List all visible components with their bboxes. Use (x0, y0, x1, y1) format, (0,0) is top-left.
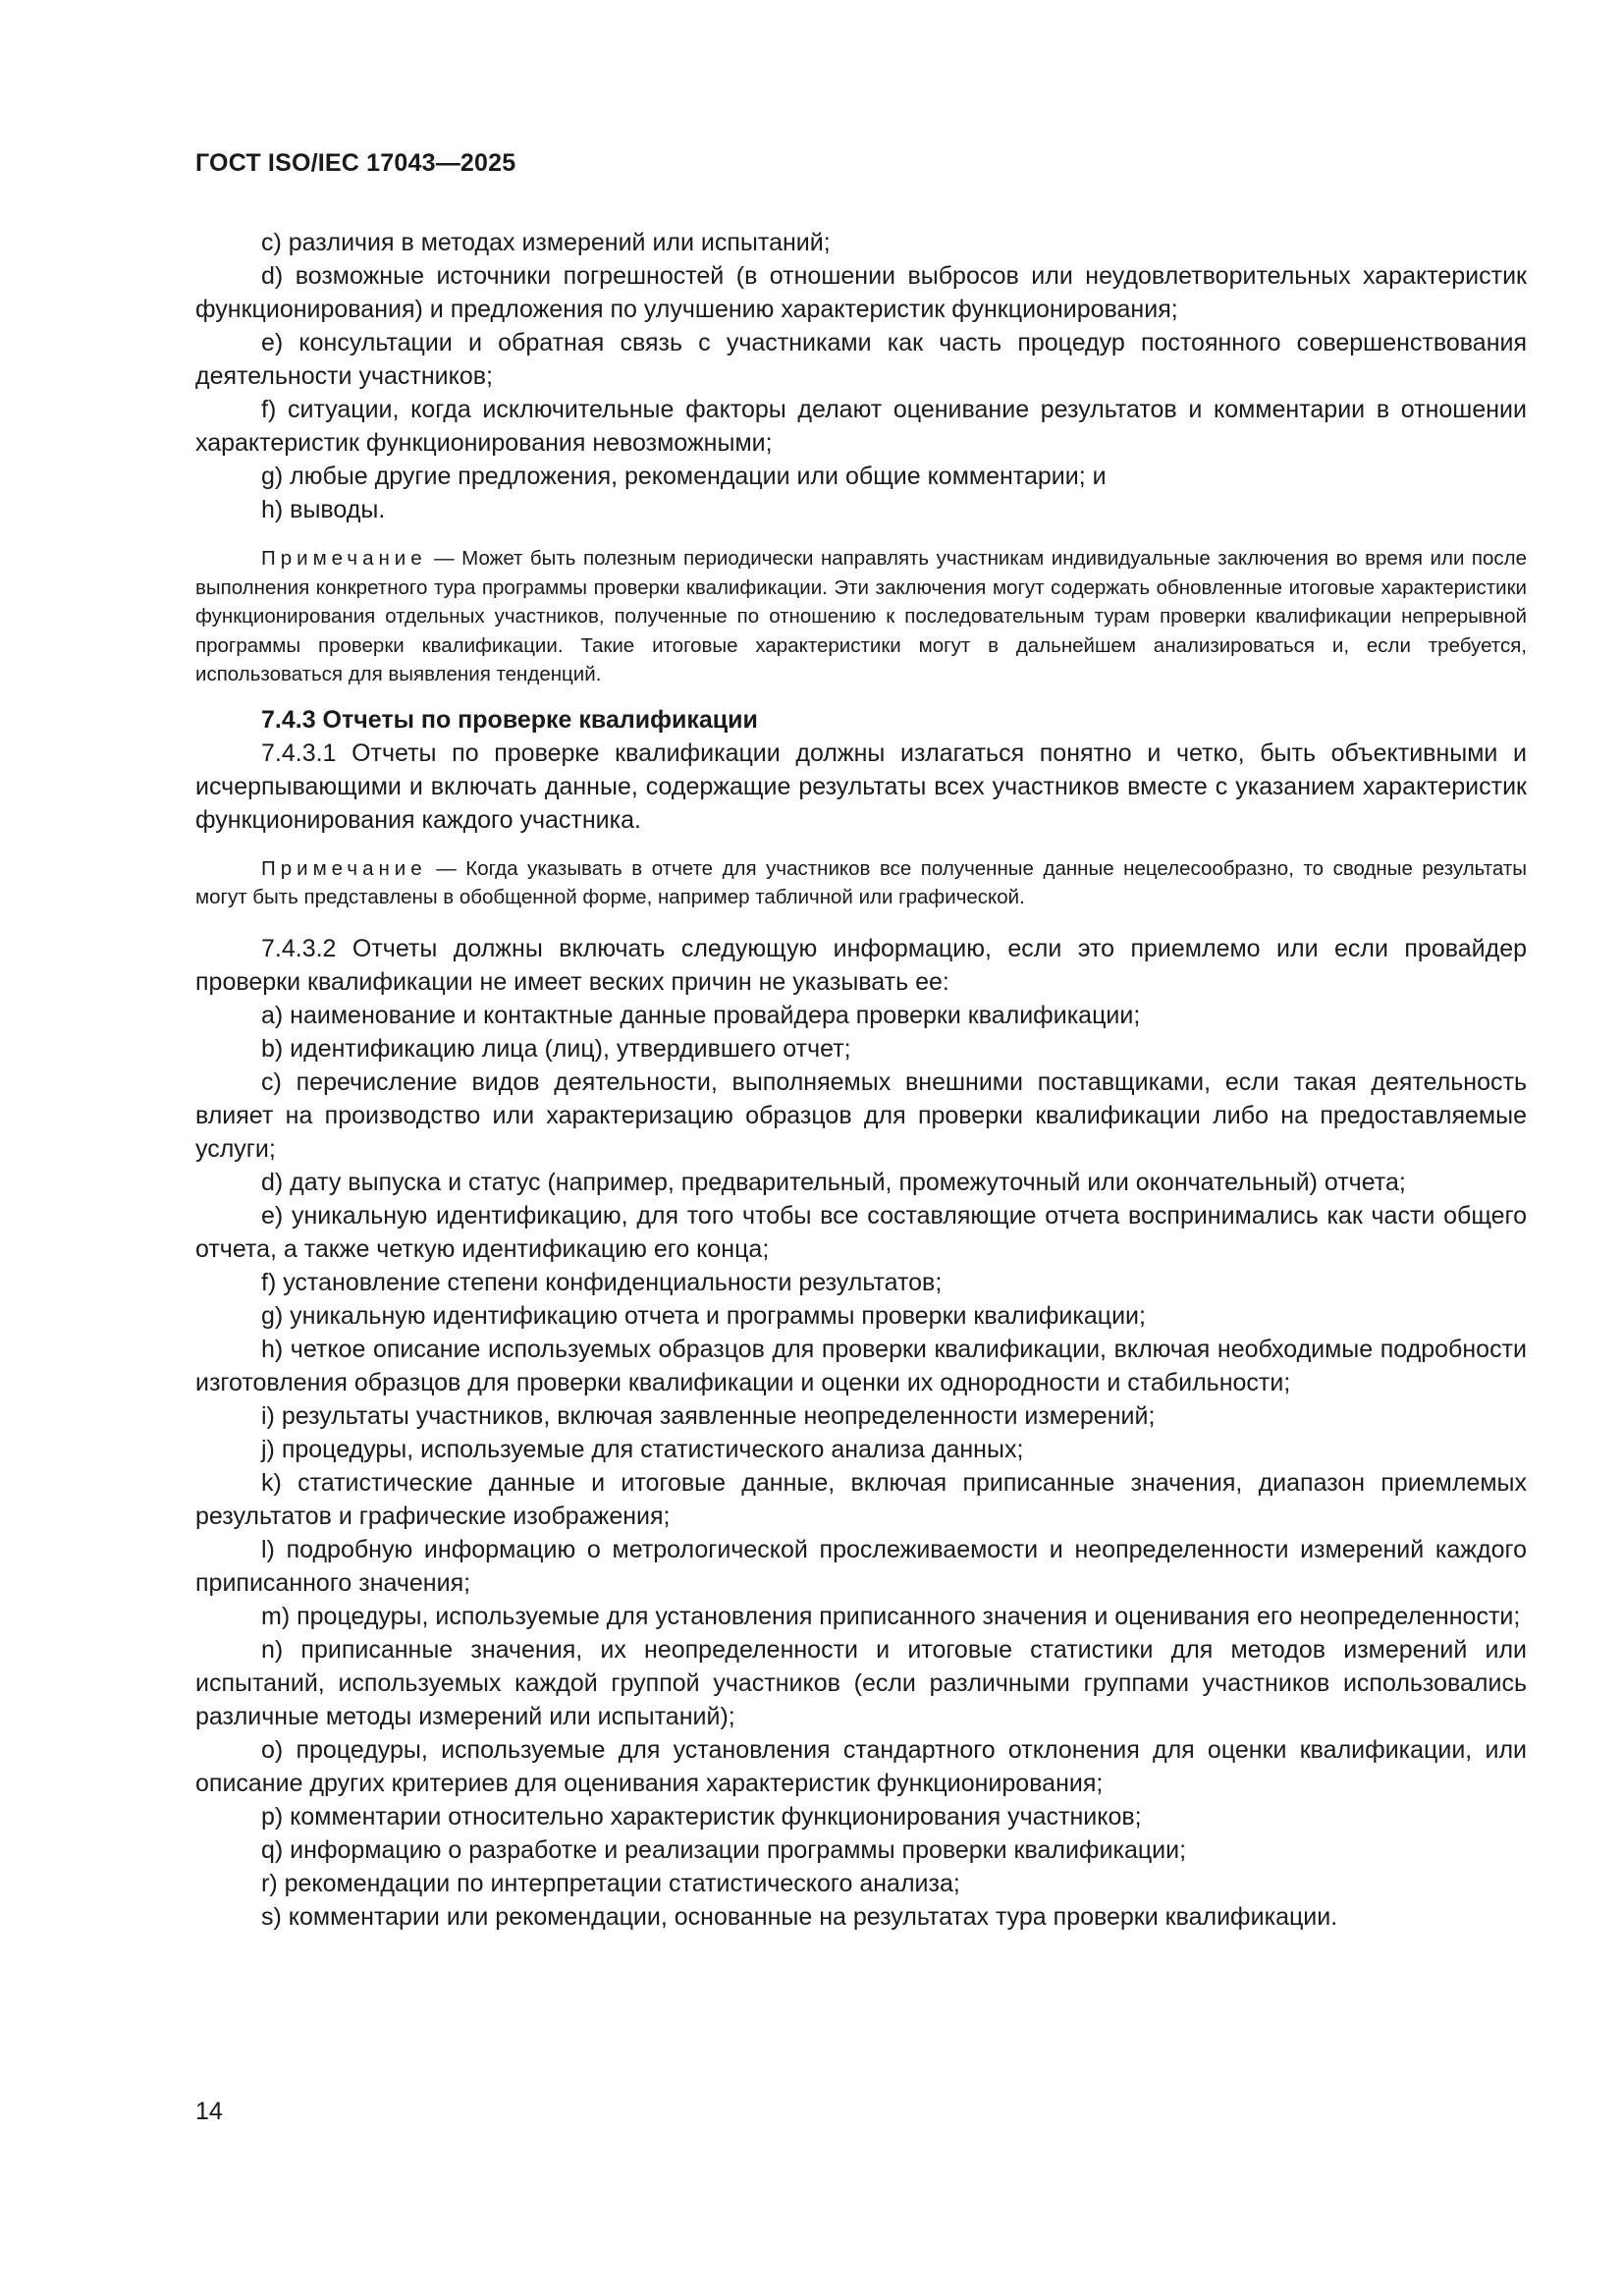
note-text: — Может быть полезным периодически направлять участникам индивидуальные заключения во время или после выполнения конкретного тура программы проверки квалификации. Эти заключения могут содержать обновленные итоговые характеристики функционирования отдельных участников, полученные по отношению к последовательным турам проверки квалификации непрерывной программы проверки квалификации. Такие итоговые характеристики могут в дальнейшем анализироваться и, если требуется, использоваться для выявления тенденций. (195, 547, 1527, 685)
list-item-l: l) подробную информацию о метрологической прослеживаемости и неопределенности измерений каждого приписанного значения; (195, 1535, 1527, 1597)
note-label: Примечание (261, 547, 427, 570)
note-2 (195, 854, 1527, 912)
note-text: — Когда указывать в отчете для участников все полученные данные нецелесообразно, то сводные результаты могут быть представлены в обобщенной форме, например табличной или графической. (195, 856, 1527, 908)
list-item-n: n) приписанные значения, их неопределенности и итоговые статистики для методов измерений или испытаний, используемых каждой группой участников (если различными группами участников использовались различные методы измерений или испытаний); (195, 1635, 1527, 1730)
list-item-m: m) процедуры, используемые для установления приписанного значения и оценивания его неопределенности; (261, 1602, 1521, 1630)
list-item-j: j) процедуры, используемые для статистического анализа данных; (261, 1435, 1024, 1463)
list-item-r: r) рекомендации по интерпретации статистического анализа; (261, 1869, 960, 1897)
list-item-f: f) установление степени конфиденциальности результатов; (261, 1268, 943, 1296)
document-header: ГОСТ ISO/IEC 17043—2025 (195, 149, 516, 177)
paragraph-7431: 7.4.3.1 Отчеты по проверке квалификации должны излагаться понятно и четко, быть объективными и исчерпывающими и включать данные, содержащие результаты всех участников вместе с указанием характеристик функционирования каждого участника. (195, 738, 1527, 834)
list-item-d: d) возможные источники погрешностей (в отношении выбросов или неудовлетворительных характеристик функционирования) и предложения по улучшению характеристик функционирования; (195, 262, 1527, 323)
list-item-s: s) комментарии или рекомендации, основанные на результатах тура проверки квалификации. (261, 1902, 1338, 1931)
list-item-k: k) статистические данные и итоговые данные, включая приписанные значения, диапазон приемлемых результатов и графические изображения; (195, 1468, 1527, 1530)
list-item-o: o) процедуры, используемые для установления стандартного отклонения для оценки квалификации, или описание других критериев для оценивания характеристик функционирования; (195, 1735, 1527, 1797)
page-number: 14 (195, 2098, 223, 2125)
list-item-c: c) различия в методах измерений или испытаний; (261, 229, 831, 256)
list-item-a: a) наименование и контактные данные провайдера проверки квалификации; (261, 1001, 1141, 1029)
list-item-g: g) уникальную идентификацию отчета и программы проверки квалификации; (261, 1301, 1146, 1330)
list-item-c: c) перечисление видов деятельности, выполняемых внешними поставщиками, если такая деятельность влияет на производство или характеризацию образцов для проверки квалификации либо на предоставляемые услуги; (195, 1067, 1527, 1163)
list-item-h: h) выводы. (261, 496, 386, 523)
list-item-g: g) любые другие предложения, рекомендации или общие комментарии; и (261, 463, 1107, 490)
list-item-i: i) результаты участников, включая заявленные неопределенности измерений; (261, 1401, 1156, 1430)
page-content (195, 226, 1527, 1934)
paragraph-7432: 7.4.3.2 Отчеты должны включать следующую информацию, если это приемлемо или если провайдер проверки квалификации не имеет веских причин не указывать ее: (195, 934, 1527, 996)
list-item-e: e) консультации и обратная связь с участниками как часть процедур постоянного совершенствования деятельности участников; (195, 329, 1527, 390)
list-item-h: h) четкое описание используемых образцов для проверки квалификации, включая необходимые подробности изготовления образцов для проверки квалификации и оценки их однородности и стабильности; (195, 1335, 1527, 1396)
note-label: Примечание (261, 856, 427, 880)
section-heading: 7.4.3 Отчеты по проверке квалификации (261, 705, 758, 734)
list-item-p: p) комментарии относительно характеристик функционирования участников; (261, 1802, 1142, 1831)
note-1 (195, 544, 1527, 689)
list-item-d: d) дату выпуска и статус (например, предварительный, промежуточный или окончательный) отчета; (261, 1168, 1406, 1196)
list-item-q: q) информацию о разработке и реализации программы проверки квалификации; (261, 1835, 1187, 1864)
list-item-f: f) ситуации, когда исключительные факторы делают оценивание результатов и комментарии в отношении характеристик функционирования невозможными; (195, 396, 1527, 457)
list-item-b: b) идентификацию лица (лиц), утвердившего отчет; (261, 1034, 851, 1063)
list-item-e: e) уникальную идентификацию, для того чтобы все составляющие отчета воспринимались как части общего отчета, а также четкую идентификацию его конца; (195, 1201, 1527, 1263)
